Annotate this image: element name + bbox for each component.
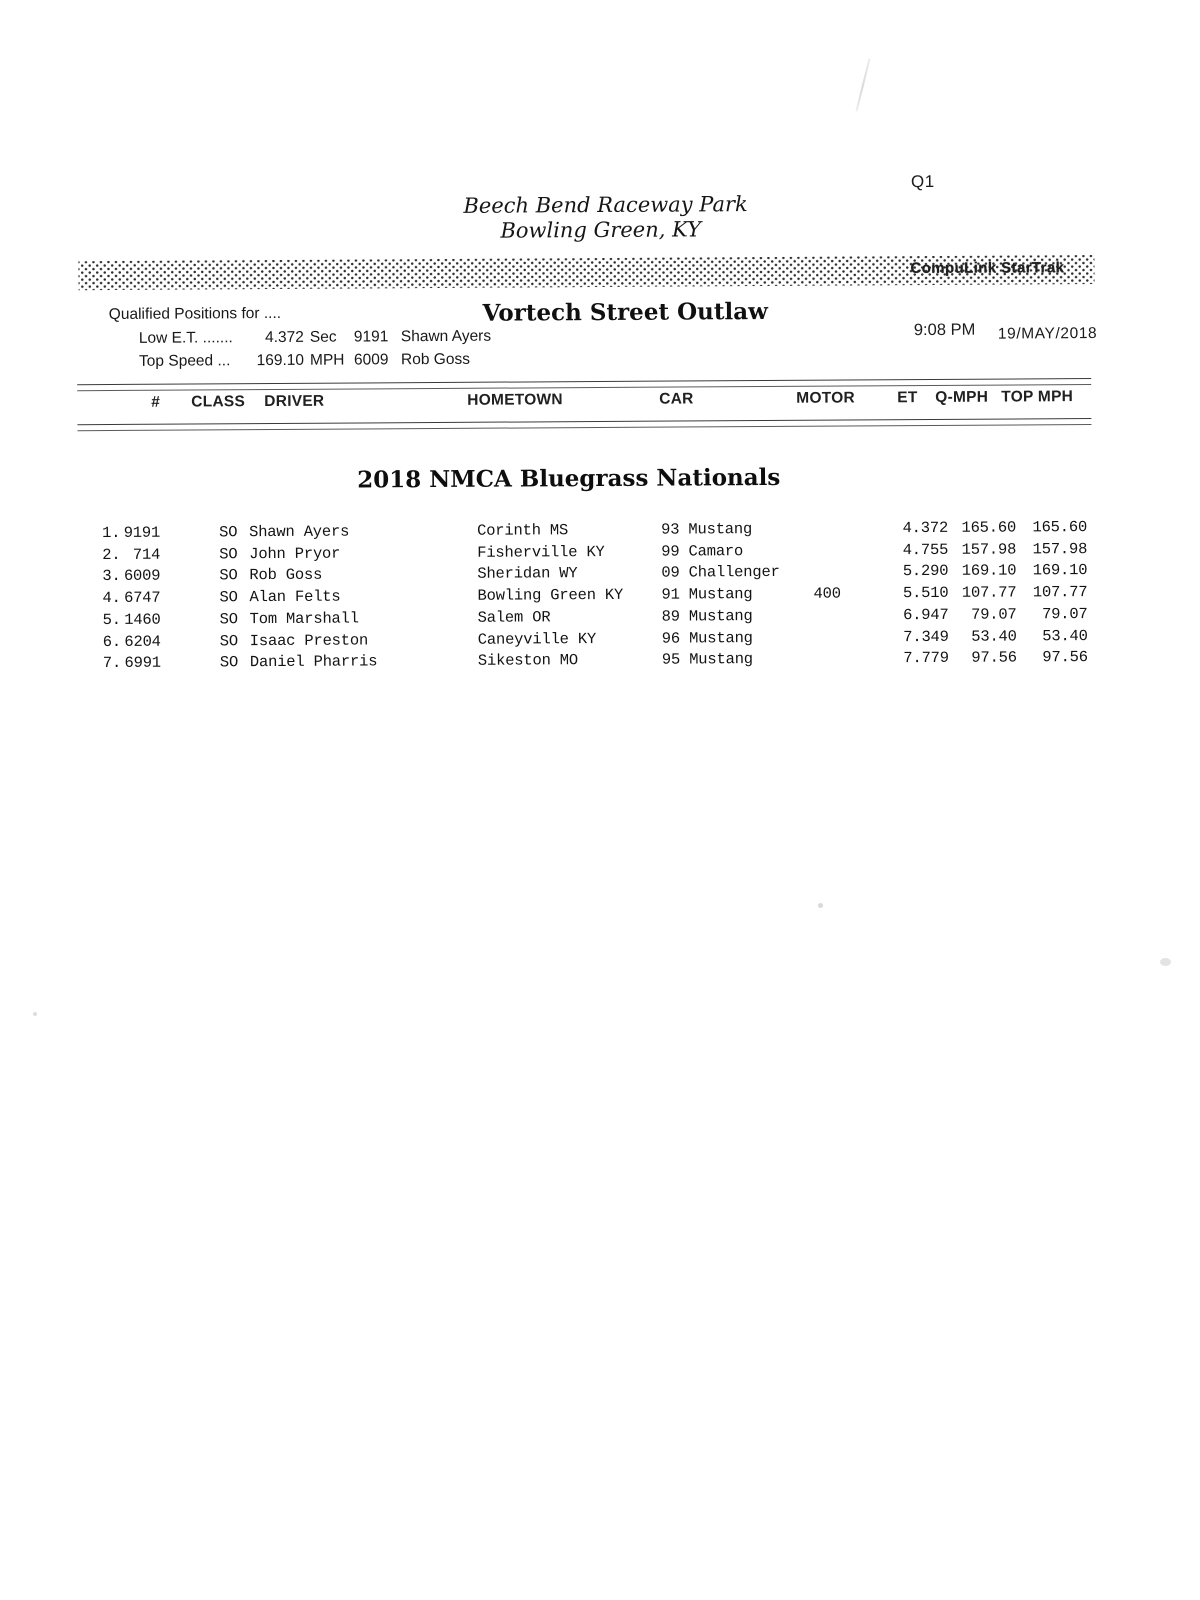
column-header-et: ET: [897, 389, 918, 407]
column-header-class: CLASS: [191, 393, 246, 411]
row-cell-pos: 4.: [102, 589, 121, 608]
row-cell-hometown: Bowling Green KY: [477, 585, 624, 605]
row-cell-class: SO: [219, 523, 238, 542]
row-cell-hometown: Sikeston MO: [477, 651, 579, 670]
row-cell-qmph: 79.07: [971, 605, 1017, 624]
scan-speck: [33, 1012, 37, 1016]
column-header-car: CAR: [659, 390, 694, 408]
row-cell-number: 6204: [124, 632, 161, 651]
print-date: 19/MAY/2018: [997, 324, 1098, 343]
column-header-driver: DRIVER: [264, 392, 325, 411]
low-et-value: 4.372: [265, 328, 304, 347]
row-cell-topmph: 107.77: [1032, 583, 1088, 602]
row-cell-class: SO: [219, 631, 238, 650]
column-header-hometown: HOMETOWN: [467, 391, 563, 409]
row-cell-topmph: 53.40: [1042, 626, 1088, 645]
row-cell-class: SO: [219, 588, 238, 607]
row-cell-car: 93 Mustang: [661, 520, 753, 539]
row-cell-hometown: Salem OR: [477, 608, 551, 627]
row-cell-pos: 1.: [102, 523, 121, 543]
row-cell-et: 4.372: [902, 518, 949, 538]
row-cell-qmph: 97.56: [971, 648, 1017, 667]
top-speed-car-number: 6009: [353, 351, 389, 369]
class-title: Vortech Street Outlaw: [482, 297, 768, 327]
column-header-topmph: TOP MPH: [1001, 388, 1074, 406]
row-cell-pos: 5.: [102, 610, 121, 629]
row-cell-topmph: 79.07: [1042, 604, 1088, 624]
row-cell-pos: 6.: [102, 632, 122, 651]
row-cell-qmph: 107.77: [961, 583, 1017, 602]
dotted-separator-band: [78, 255, 1094, 290]
venue-city: Bowling Green, KY: [500, 217, 702, 243]
row-cell-et: 7.779: [903, 649, 949, 668]
row-cell-class: SO: [219, 544, 238, 564]
row-cell-number: 1460: [124, 610, 161, 629]
top-speed-unit: MPH: [309, 351, 345, 369]
row-cell-car: 09 Challenger: [661, 563, 780, 583]
row-cell-qmph: 165.60: [961, 518, 1017, 537]
print-time: 9:08 PM: [913, 320, 976, 340]
row-cell-topmph: 97.56: [1042, 648, 1088, 667]
row-cell-pos: 3.: [102, 567, 121, 586]
low-et-car-number: 9191: [353, 328, 389, 346]
row-cell-pos: 2.: [102, 545, 121, 564]
row-cell-topmph: 157.98: [1032, 539, 1088, 559]
low-et-driver: Shawn Ayers: [400, 327, 492, 346]
row-cell-number: 714: [132, 545, 161, 564]
scan-speck: [1160, 958, 1171, 966]
row-cell-hometown: Fisherville KY: [477, 542, 605, 562]
row-cell-topmph: 165.60: [1032, 518, 1088, 537]
row-cell-class: SO: [219, 610, 238, 629]
column-header-num: #: [151, 393, 161, 411]
low-et-label: Low E.T. .......: [138, 329, 233, 347]
column-header-qmph: Q-MPH: [935, 388, 989, 406]
row-cell-hometown: Caneyville KY: [477, 629, 597, 649]
row-cell-hometown: Corinth MS: [477, 521, 569, 540]
row-cell-car: 95 Mustang: [661, 650, 753, 669]
row-cell-et: 5.290: [902, 562, 949, 581]
row-cell-driver: Rob Goss: [249, 566, 323, 585]
row-cell-car: 91 Mustang: [661, 585, 753, 604]
row-cell-driver: Isaac Preston: [249, 630, 369, 650]
top-speed-label: Top Speed ...: [138, 352, 231, 370]
row-cell-et: 4.755: [902, 540, 949, 559]
row-cell-hometown: Sheridan WY: [477, 564, 578, 584]
row-cell-topmph: 169.10: [1032, 561, 1088, 580]
row-cell-driver: Tom Marshall: [249, 609, 359, 628]
row-cell-car: 96 Mustang: [661, 628, 753, 648]
row-cell-driver: Daniel Pharris: [249, 652, 378, 672]
session-label: Q1: [910, 171, 935, 192]
row-cell-class: SO: [219, 653, 239, 672]
top-speed-driver: Rob Goss: [400, 350, 470, 369]
row-cell-class: SO: [219, 566, 238, 585]
row-cell-driver: John Pryor: [249, 544, 341, 563]
row-cell-number: 6009: [123, 567, 161, 586]
row-cell-car: 99 Camaro: [661, 541, 744, 561]
column-header-motor: MOTOR: [796, 389, 855, 407]
row-cell-qmph: 157.98: [961, 540, 1017, 559]
row-cell-number: 9191: [123, 523, 161, 542]
row-cell-et: 6.947: [903, 605, 949, 624]
qualified-positions-heading: Qualified Positions for ....: [108, 304, 282, 324]
header-rule-bottom-2: [77, 424, 1091, 431]
row-cell-car: 89 Mustang: [661, 606, 753, 626]
low-et-unit: Sec: [309, 328, 337, 346]
row-cell-driver: Alan Felts: [249, 587, 341, 607]
brand-label: CompuLink StarTrak: [910, 259, 1065, 277]
row-cell-qmph: 53.40: [971, 626, 1017, 646]
top-speed-value: 169.10: [256, 351, 305, 370]
row-cell-pos: 7.: [102, 654, 122, 673]
row-cell-number: 6991: [124, 653, 161, 673]
row-cell-motor: 400: [813, 584, 841, 603]
event-title: 2018 NMCA Bluegrass Nationals: [357, 463, 781, 494]
row-cell-number: 6747: [124, 588, 161, 608]
row-cell-driver: Shawn Ayers: [249, 522, 350, 542]
row-cell-et: 7.349: [903, 627, 949, 646]
row-cell-qmph: 169.10: [961, 561, 1017, 581]
row-cell-et: 5.510: [902, 583, 949, 603]
scan-speck: [818, 903, 823, 908]
venue-name: Beech Bend Raceway Park: [463, 192, 748, 218]
